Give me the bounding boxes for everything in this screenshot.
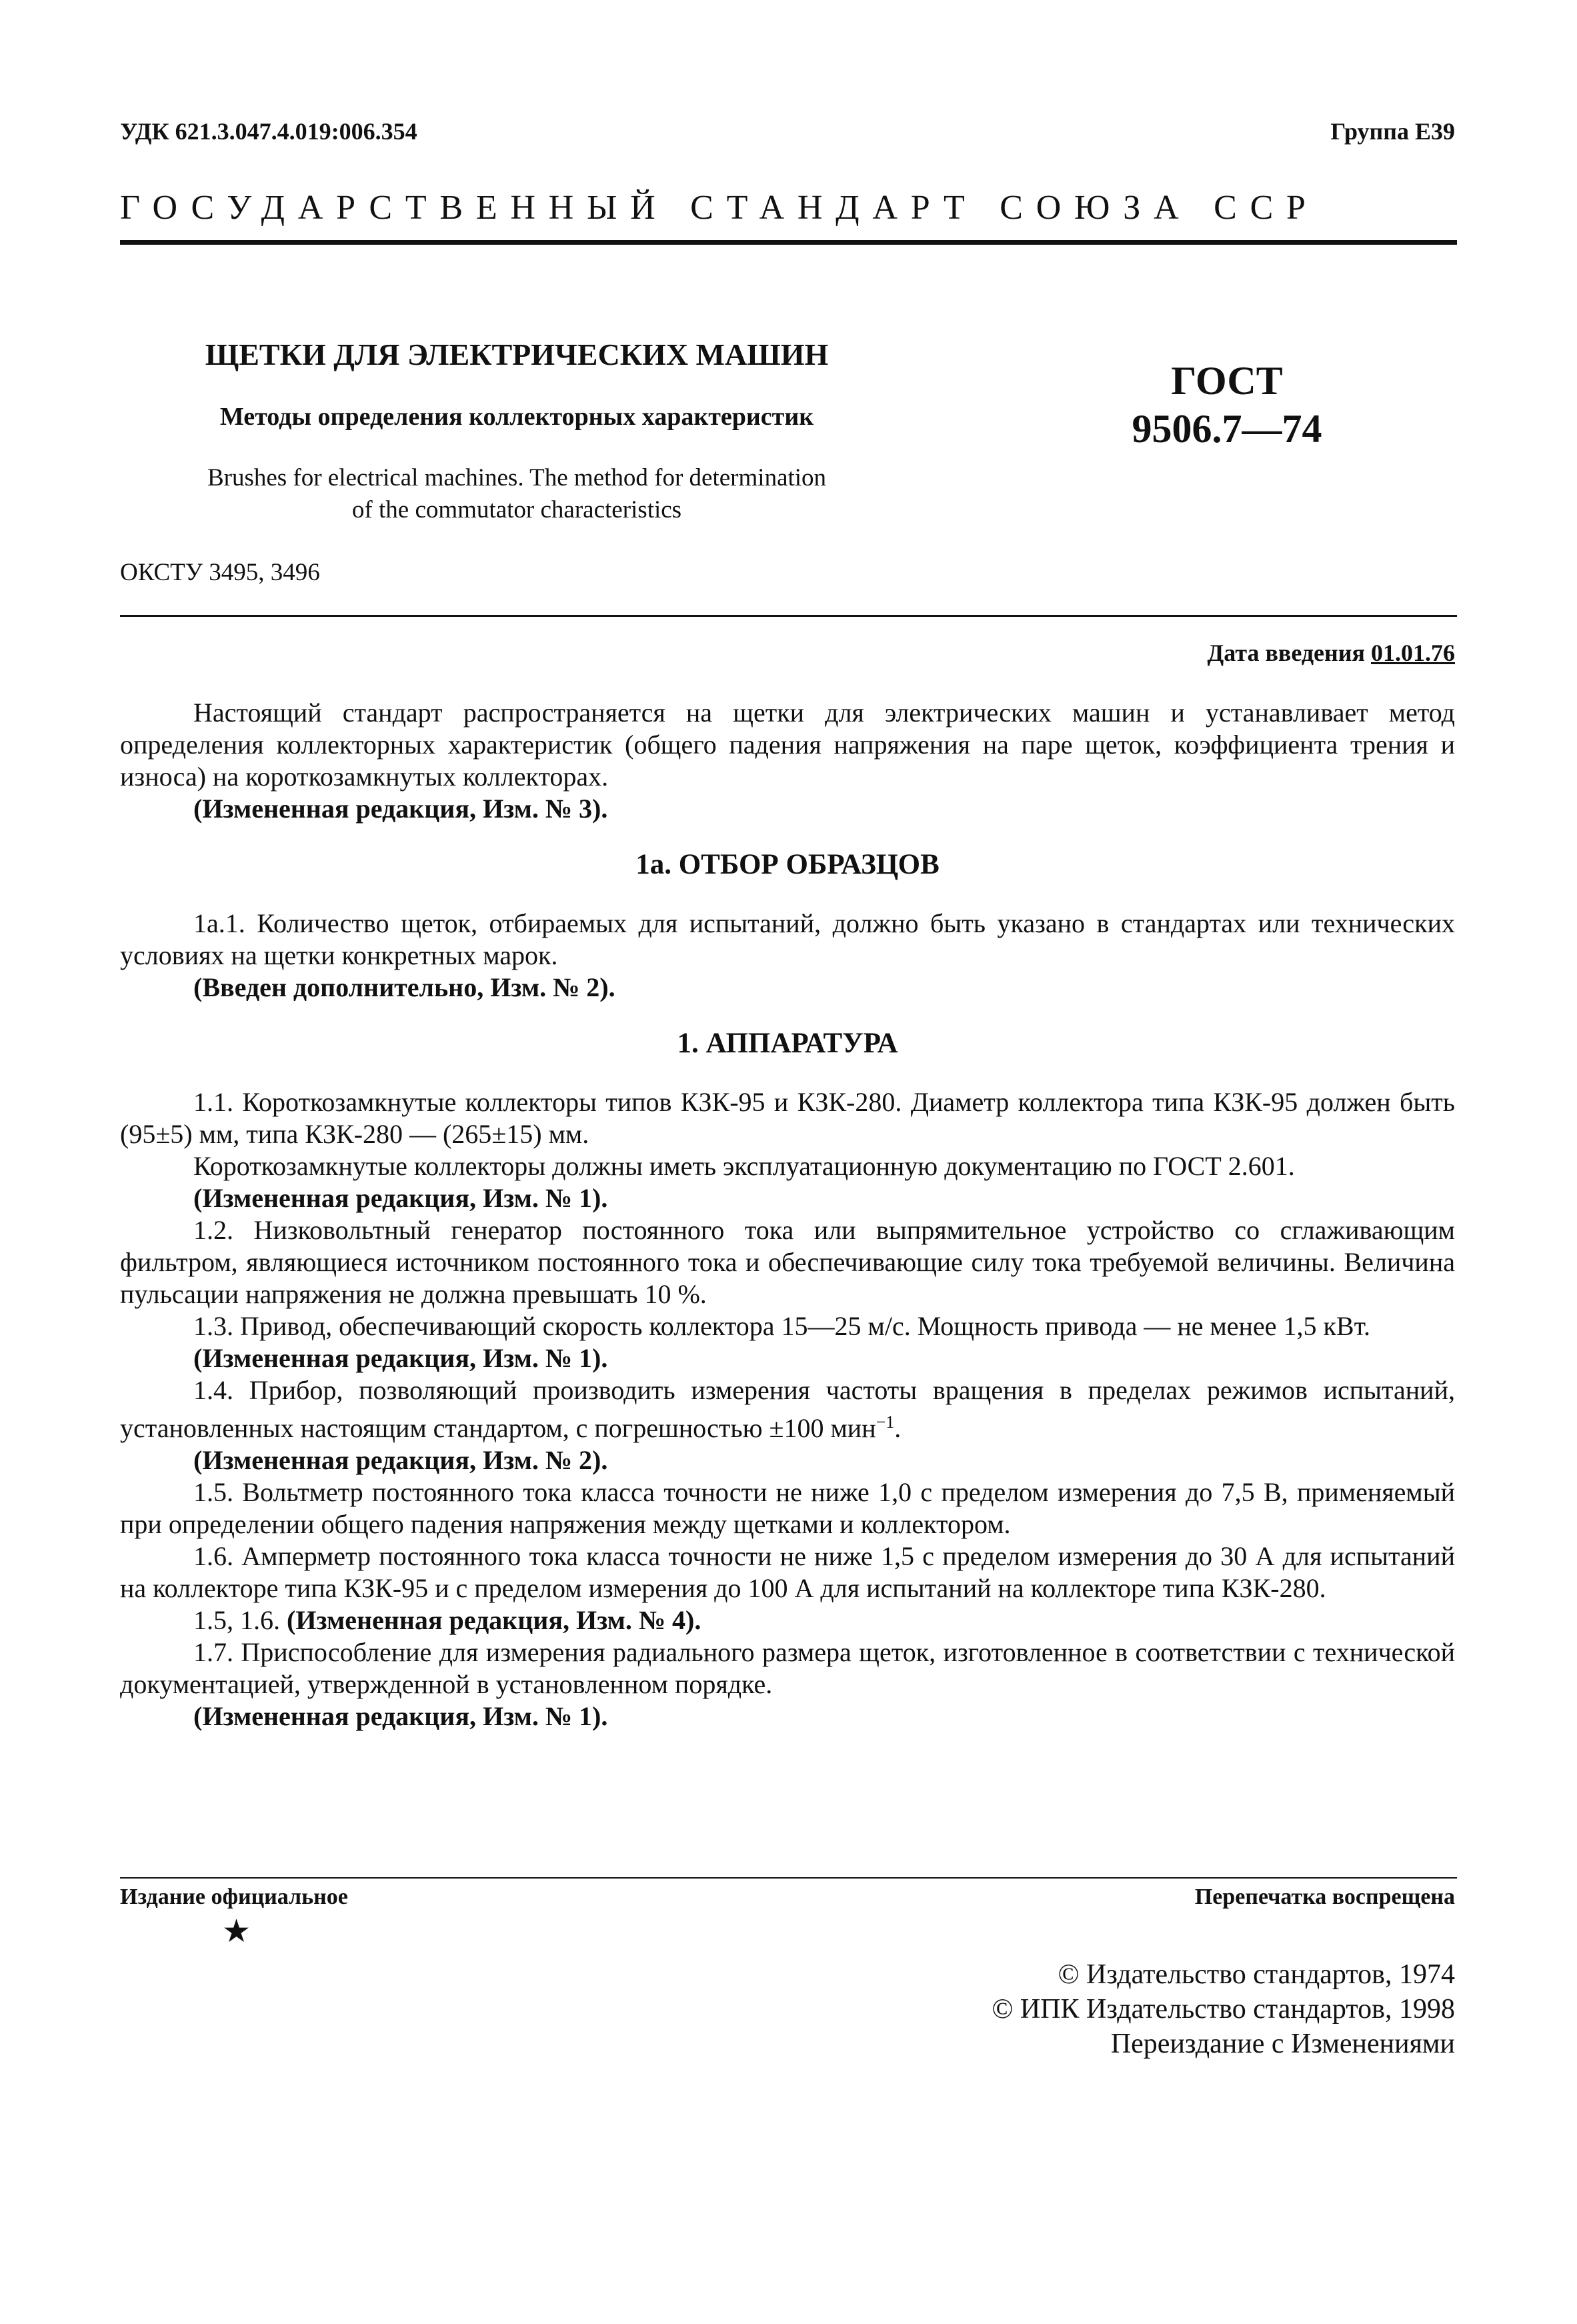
english-title-line-1: Brushes for electrical machines. The method for determination [207, 464, 827, 491]
gost-number: 9506.7—74 [1132, 407, 1322, 451]
english-title-line-2: of the commutator characteristics [351, 496, 682, 523]
udk-code: УДК 621.3.047.4.019:006.354 [120, 118, 417, 145]
date-label: Дата введения [1207, 640, 1365, 666]
intro-amendment-note: (Измененная редакция, Изм. № 3). [193, 794, 608, 824]
footer-divider [120, 1877, 1457, 1879]
clause-1-6: 1.6. Амперметр постоянного тока класса точности не ниже 1,5 с пределом измерения до 30 А для испытаний на коллекторе типа КЗК-95 и с пределом измерения до 100 А для испытаний на коллекторе типа КЗК-280. [120, 1541, 1455, 1603]
clause-1-5-1-6-amendment: (Измененная редакция, Изм. № 4). [287, 1605, 701, 1635]
clause-1-1: 1.1. Короткозамкнутые коллекторы типов КЗК-95 и КЗК-280. Диаметр коллектора типа КЗК-95 должен быть (95±5) мм, типа КЗК-280 — (265±15) мм. [120, 1087, 1455, 1149]
clause-1-4 [120, 1374, 1455, 1444]
clause-1-4-text: 1.4. Прибор, позволяющий производить измерения частоты вращения в пределах режимов испытаний, установленных настоящим стандартом, с погрешностью ±100 мин [120, 1375, 1455, 1443]
date-value: 01.01.76 [1371, 640, 1455, 666]
clause-1-1-note: (Измененная редакция, Изм. № 1). [193, 1183, 608, 1213]
clause-1-2: 1.2. Низковольтный генератор постоянного тока или выпрямительное устройство со сглаживающим фильтром, являющиеся источником постоянного тока и обеспечивающие силу тока требуемой величины. Величина пульсации напряжения не должна превышать 10 %. [120, 1215, 1455, 1309]
clause-1-1-documentation: Короткозамкнутые коллекторы должны иметь эксплуатационную документацию по ГОСТ 2.601. [193, 1151, 1295, 1181]
clause-1-5-1-6-note [120, 1604, 1455, 1636]
clause-1-5-1-6-prefix: 1.5, 1.6. [193, 1605, 280, 1635]
copyright-block [992, 1957, 1455, 2061]
clause-1-4-note: (Измененная редакция, Изм. № 2). [193, 1445, 608, 1475]
english-title [117, 462, 917, 526]
official-edition-label: Издание официальное [120, 1885, 348, 1909]
reissue-note: Переиздание с Изменениями [1110, 2029, 1455, 2059]
clause-1-7: 1.7. Приспособление для измерения радиального размера щеток, изготовленное в соответствии с технической документацией, утвержденной в установленном порядке. [120, 1637, 1455, 1699]
clause-1a-1: 1а.1. Количество щеток, отбираемых для испытаний, должно быть указано в стандартах или технических условиях на щетки конкретных марок. [120, 908, 1455, 970]
clause-1a-1-note: (Введен дополнительно, Изм. № 2). [193, 972, 615, 1002]
document-title: ЩЕТКИ ДЛЯ ЭЛЕКТРИЧЕСКИХ МАШИН [205, 337, 829, 371]
header-divider [120, 240, 1457, 245]
section-1-heading: 1. АППАРАТУРА [677, 1028, 898, 1059]
clause-1-7-note: (Измененная редакция, Изм. № 1). [193, 1701, 608, 1731]
section-1a-heading: 1а. ОТБОР ОБРАЗЦОВ [635, 849, 940, 880]
copyright-1998: © ИПК Издательство стандартов, 1998 [992, 1994, 1455, 2025]
gost-label: ГОСТ [1171, 359, 1283, 403]
document-body [120, 697, 1455, 1732]
clause-1-4-end: . [894, 1413, 902, 1443]
introduction-date [1208, 639, 1456, 667]
clause-1-3: 1.3. Привод, обеспечивающий скорость коллектора 15—25 м/с. Мощность привода — не менее 1,5 кВт. [193, 1311, 1371, 1341]
reprint-prohibited-label: Перепечатка воспрещена [1194, 1885, 1455, 1909]
gost-designation [1014, 357, 1440, 453]
state-standard-banner: ГОСУДАРСТВЕННЫЙ СТАНДАРТ СОЮЗА ССР [120, 189, 1319, 227]
clause-1-4-exponent: −1 [876, 1412, 895, 1432]
group-code: Группа Е39 [1330, 118, 1455, 145]
clause-1-5: 1.5. Вольтметр постоянного тока класса точности не ниже 1,0 с пределом измерения до 7,5 В, применяемый при определении общего падения напряжения между щетками и коллектором. [120, 1477, 1455, 1539]
okstu-codes: ОКСТУ 3495, 3496 [120, 559, 320, 586]
copyright-1974: © Издательство стандартов, 1974 [1058, 1959, 1455, 1990]
clause-1-3-note: (Измененная редакция, Изм. № 1). [193, 1343, 608, 1373]
intro-paragraph: Настоящий стандарт распространяется на щетки для электрических машин и устанавливает метод определения коллекторных характеристик (общего падения напряжения на паре щеток, коэффициента трения и износа) на короткозамкнутых коллекторах. [120, 698, 1455, 792]
document-subtitle: Методы определения коллекторных характеристик [219, 403, 814, 431]
star-icon: ★ [222, 1914, 251, 1949]
title-divider [120, 615, 1457, 617]
